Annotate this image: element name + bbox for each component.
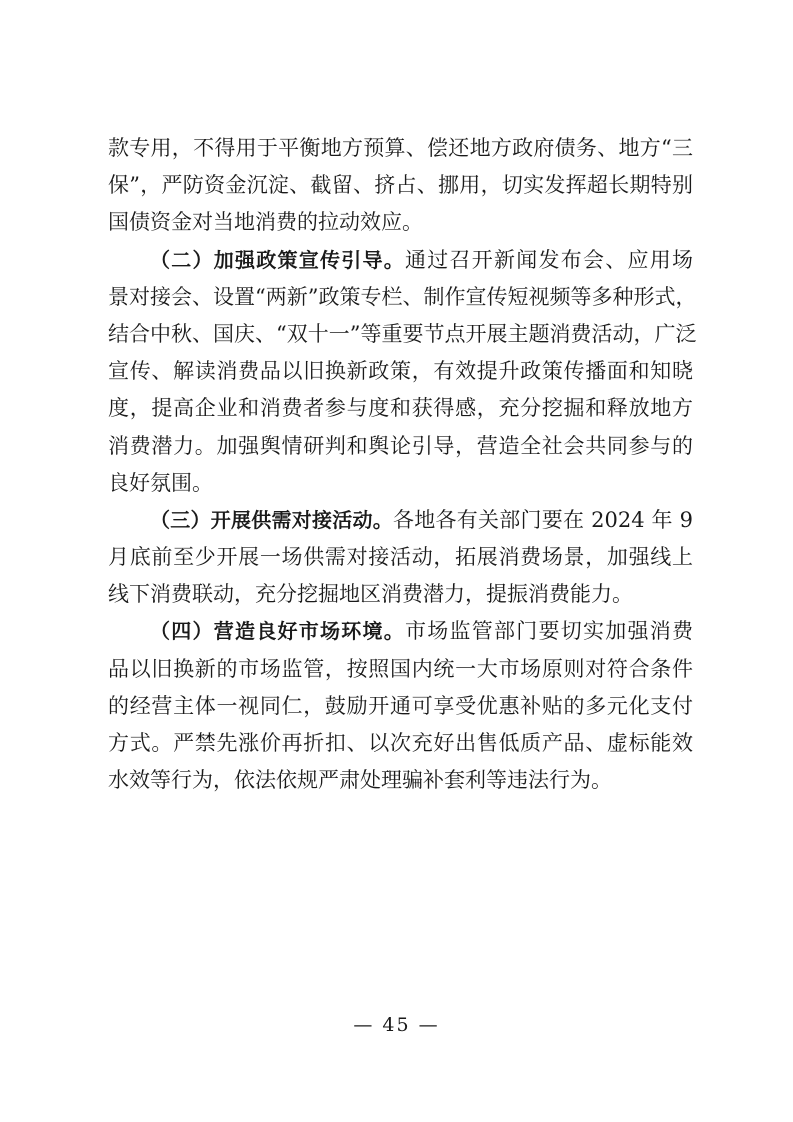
body-text: 各地各有关部门要在 2024 年 9 [392,507,693,532]
body-line: 消费潜力。加强舆情研判和舆论引导，营造全社会共同参与的 [108,433,693,458]
section-heading-line [108,613,693,650]
body-line: 品以旧换新的市场监管，按照国内统一大市场原则对符合条件 [108,656,693,681]
section-heading-line [108,502,693,539]
body-line: 月底前至少开展一场供需对接活动，拓展消费场景，加强线上 [108,545,693,570]
section-heading: （四）营造良好市场环境。 [150,619,405,644]
section-heading: （二）加强政策宣传引导。 [150,247,405,272]
body-line: 水效等行为，依法依规严肃处理骗补套利等违法行为。 [108,768,612,793]
body-line: 方式。严禁先涨价再折扣、以次充好出售低质产品、虚标能效 [108,731,693,755]
body-line: 度，提高企业和消费者参与度和获得感，充分挖掘和释放地方 [108,396,693,421]
page-number: — 45 — [353,1014,440,1036]
body-line: 保”，严防资金沉淀、截留、挤占、挪用，切实发挥超长期特别 [108,173,693,198]
section-heading-line [108,242,693,279]
body-text: 通过召开新闻发布会、应用场 [405,247,693,272]
body-line: 款专用，不得用于平衡地方预算、偿还地方政府债务、地方“三 [108,136,693,160]
document-body [108,130,697,799]
body-line: 景对接会、设置“两新”政策专栏、制作宣传短视频等多种形式， [108,284,697,309]
body-line: 结合中秋、国庆、“双十一”等重要节点开展主题消费活动，广泛 [108,321,697,346]
body-line: 国债资金对当地消费的拉动效应。 [108,210,423,235]
section-heading: （三）开展供需对接活动。 [150,507,393,532]
body-line: 宣传、解读消费品以旧换新政策，有效提升政策传播面和知晓 [108,359,693,384]
body-line: 良好氛围。 [108,470,213,495]
body-line: 线下消费联动，充分挖掘地区消费潜力，提振消费能力。 [108,582,633,607]
body-text: 市场监管部门要切实加强消费 [405,619,693,644]
body-line: 的经营主体一视同仁，鼓励开通可享受优惠补贴的多元化支付 [108,693,693,718]
